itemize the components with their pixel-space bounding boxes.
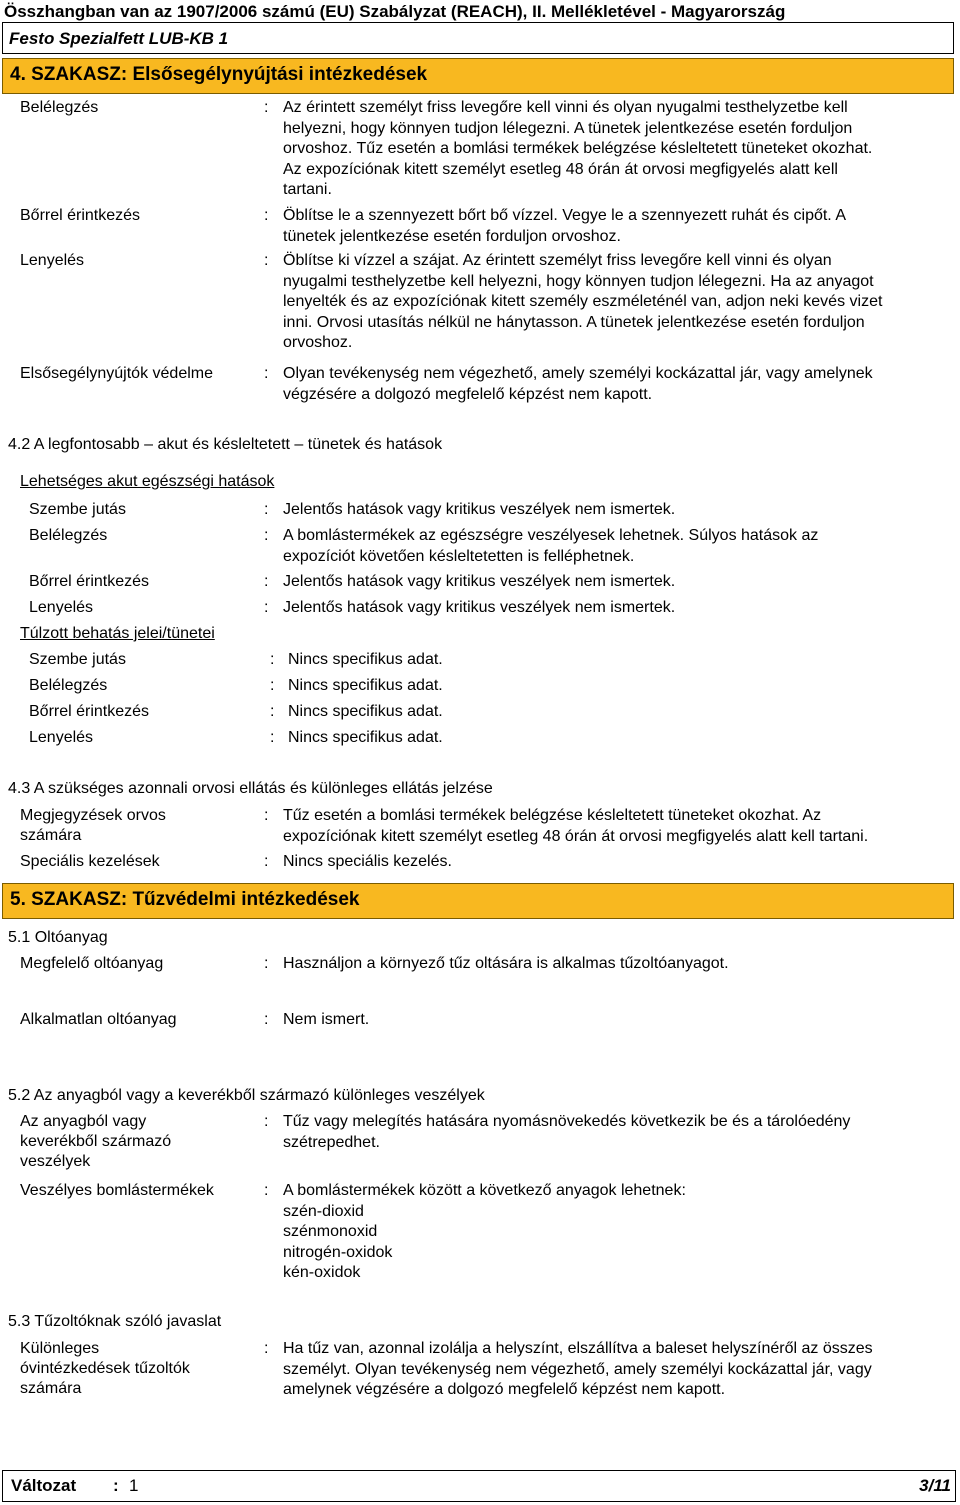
value-first-aider-protection: Olyan tevékenység nem végezhető, amely személyi kockázattal jár, vagy amelynek végzésére a dolgozó megfelelő képzést nem kapott. bbox=[283, 365, 873, 403]
acute-eye-label: Szembe jutás bbox=[29, 501, 126, 518]
acute-ingestion-label: Lenyelés bbox=[29, 599, 94, 616]
value-suitable-media: Használjon a környező tűz oltására is alkalmas tűzoltóanyagot. bbox=[283, 955, 729, 972]
value-unsuitable-media: Nem ismert. bbox=[283, 1011, 370, 1028]
subsection-5-3-title: 5.3 Tűzoltóknak szóló javaslat bbox=[8, 1313, 222, 1330]
acute-skin-value: Jelentős hatások vagy kritikus veszélyek nem ismertek. bbox=[283, 573, 676, 590]
section-5-header bbox=[2, 883, 954, 919]
overexp-eye-label: Szembe jutás bbox=[29, 651, 126, 668]
colon: : bbox=[264, 853, 269, 870]
label-physician-notes: Megjegyzések orvos számára bbox=[20, 807, 166, 844]
footer-box bbox=[2, 1470, 956, 1502]
colon: : bbox=[113, 1476, 119, 1495]
colon: : bbox=[264, 99, 269, 116]
colon: : bbox=[264, 207, 269, 224]
acute-ingestion-value: Jelentős hatások vagy kritikus veszélyek nem ismertek. bbox=[283, 599, 676, 616]
label-first-aider-protection: Elsősegélynyújtók védelme bbox=[20, 365, 213, 382]
product-header-box bbox=[2, 22, 954, 54]
overexp-eye-value: Nincs specifikus adat. bbox=[288, 651, 443, 668]
acute-eye-value: Jelentős hatások vagy kritikus veszélyek nem ismertek. bbox=[283, 501, 676, 518]
value-skin-contact: Öblítse le a szennyezett bőrt bő vízzel. Vegye le a szennyezett ruhát és cipőt. A tünetek jelentkezése esetén forduljon orvoshoz. bbox=[283, 207, 846, 245]
colon: : bbox=[264, 365, 269, 382]
value-firefighter-precautions: Ha tűz van, azonnal izolálja a helyszínt, elszállítva a baleset helyszínéről az összes személyt. Olyan tevékenység nem végezhető, amely személyi kockázattal jár, vagy amelynek végzésére a dolgozó megfelelő képzést nem kapott. bbox=[283, 1340, 873, 1398]
version-value: 1 bbox=[129, 1476, 139, 1495]
value-decomposition-products: A bomlástermékek között a következő anyagok lehetnek: szén-dioxid szénmonoxid nitrogén-oxidok kén-oxidok bbox=[283, 1182, 686, 1281]
overexp-ingestion-label: Lenyelés bbox=[29, 729, 94, 746]
label-decomposition-products: Veszélyes bomlástermékek bbox=[20, 1182, 214, 1199]
section-5-title: 5. SZAKASZ: Tűzvédelmi intézkedések bbox=[10, 889, 360, 910]
label-inhalation: Belélegzés bbox=[20, 99, 99, 116]
acute-inhalation-value: A bomlástermékek az egészségre veszélyesek lehetnek. Súlyos hatások az expozíciót követően késleltetetten is felléphetnek. bbox=[283, 527, 819, 565]
colon: : bbox=[264, 1113, 269, 1130]
colon: : bbox=[264, 1011, 269, 1028]
section-4-header bbox=[2, 58, 954, 94]
overexp-skin-value: Nincs specifikus adat. bbox=[288, 703, 443, 720]
colon: : bbox=[264, 955, 269, 972]
colon: : bbox=[264, 252, 269, 269]
label-suitable-media: Megfelelő oltóanyag bbox=[20, 955, 164, 972]
overexp-inhalation-value: Nincs specifikus adat. bbox=[288, 677, 443, 694]
colon: : bbox=[264, 527, 269, 544]
overexposure-title: Túlzott behatás jelei/tünetei bbox=[20, 625, 215, 642]
subsection-4-3-title: 4.3 A szükséges azonnali orvosi ellátás és különleges ellátás jelzése bbox=[8, 780, 493, 797]
page-number: 3/11 bbox=[919, 1476, 951, 1495]
colon: : bbox=[264, 1340, 269, 1357]
colon: : bbox=[264, 599, 269, 616]
label-skin-contact: Bőrrel érintkezés bbox=[20, 207, 141, 224]
label-substance-hazards: Az anyagból vagy keverékből származó veszélyek bbox=[20, 1113, 172, 1170]
overexp-skin-label: Bőrrel érintkezés bbox=[29, 703, 150, 720]
label-ingestion: Lenyelés bbox=[20, 252, 85, 269]
acute-effects-title: Lehetséges akut egészségi hatások bbox=[20, 473, 275, 490]
value-substance-hazards: Tűz vagy melegítés hatására nyomásnövekedés következik be és a tárolóedény szétrepedhet. bbox=[283, 1113, 851, 1151]
product-name: Festo Spezialfett LUB-KB 1 bbox=[9, 29, 229, 48]
subsection-5-1-title: 5.1 Oltóanyag bbox=[8, 929, 108, 946]
value-specific-treatments: Nincs speciális kezelés. bbox=[283, 853, 452, 870]
label-specific-treatments: Speciális kezelések bbox=[20, 853, 160, 870]
value-inhalation: Az érintett személyt friss levegőre kell vinni és olyan nyugalmi testhelyzetbe kell helyezni, hogy könnyen tudjon lélegezni. A tünetek jelentkezése esetén forduljon orvoshoz. Tűz esetén a bomlási termékek belégzése késleltetett tüneteket okozhat. Az expozíciónak kitett személyt esetleg 48 órán át orvosi megfigyelés alatt kell tartani. bbox=[283, 99, 873, 198]
colon: : bbox=[264, 501, 269, 518]
colon: : bbox=[264, 807, 269, 824]
version-label: Változat bbox=[11, 1476, 77, 1495]
colon: : bbox=[264, 1182, 269, 1199]
colon: : bbox=[270, 651, 275, 668]
label-unsuitable-media: Alkalmatlan oltóanyag bbox=[20, 1011, 177, 1028]
value-ingestion: Öblítse ki vízzel a szájat. Az érintett személyt friss levegőre kell vinni és olyan nyugalmi testhelyzetbe kell helyezni, hogy könnyen tudjon lélegezni. Ha az anyagot lenyelték és az expozíciónak kitett személy eszméleténél van, adjon neki kevés vizet inni. Orvosi utasítás nélkül ne hánytasson. A tünetek jelentkezése esetén forduljon orvoshoz. bbox=[283, 252, 883, 351]
colon: : bbox=[264, 573, 269, 590]
acute-inhalation-label: Belélegzés bbox=[29, 527, 108, 544]
overexp-inhalation-label: Belélegzés bbox=[29, 677, 108, 694]
overexp-ingestion-value: Nincs specifikus adat. bbox=[288, 729, 443, 746]
regulation-header: Összhangban van az 1907/2006 számú (EU) Szabályzat (REACH), II. Mellékletével - Magyarország bbox=[4, 2, 786, 21]
subsection-5-2-title: 5.2 Az anyagból vagy a keverékből származó különleges veszélyek bbox=[8, 1087, 485, 1104]
section-4-title: 4. SZAKASZ: Elsősegélynyújtási intézkedések bbox=[10, 64, 428, 85]
acute-skin-label: Bőrrel érintkezés bbox=[29, 573, 150, 590]
value-physician-notes: Tűz esetén a bomlási termékek belégzése késleltetett tüneteket okozhat. Az expozíciónak kitett személyt esetleg 48 órán át orvosi megfigyelés alatt kell tartani. bbox=[283, 807, 869, 845]
label-firefighter-precautions: Különleges óvintézkedések tűzoltók számára bbox=[20, 1340, 190, 1397]
colon: : bbox=[270, 677, 275, 694]
subsection-4-2-title: 4.2 A legfontosabb – akut és késleltetett – tünetek és hatások bbox=[8, 436, 443, 453]
colon: : bbox=[270, 729, 275, 746]
colon: : bbox=[270, 703, 275, 720]
